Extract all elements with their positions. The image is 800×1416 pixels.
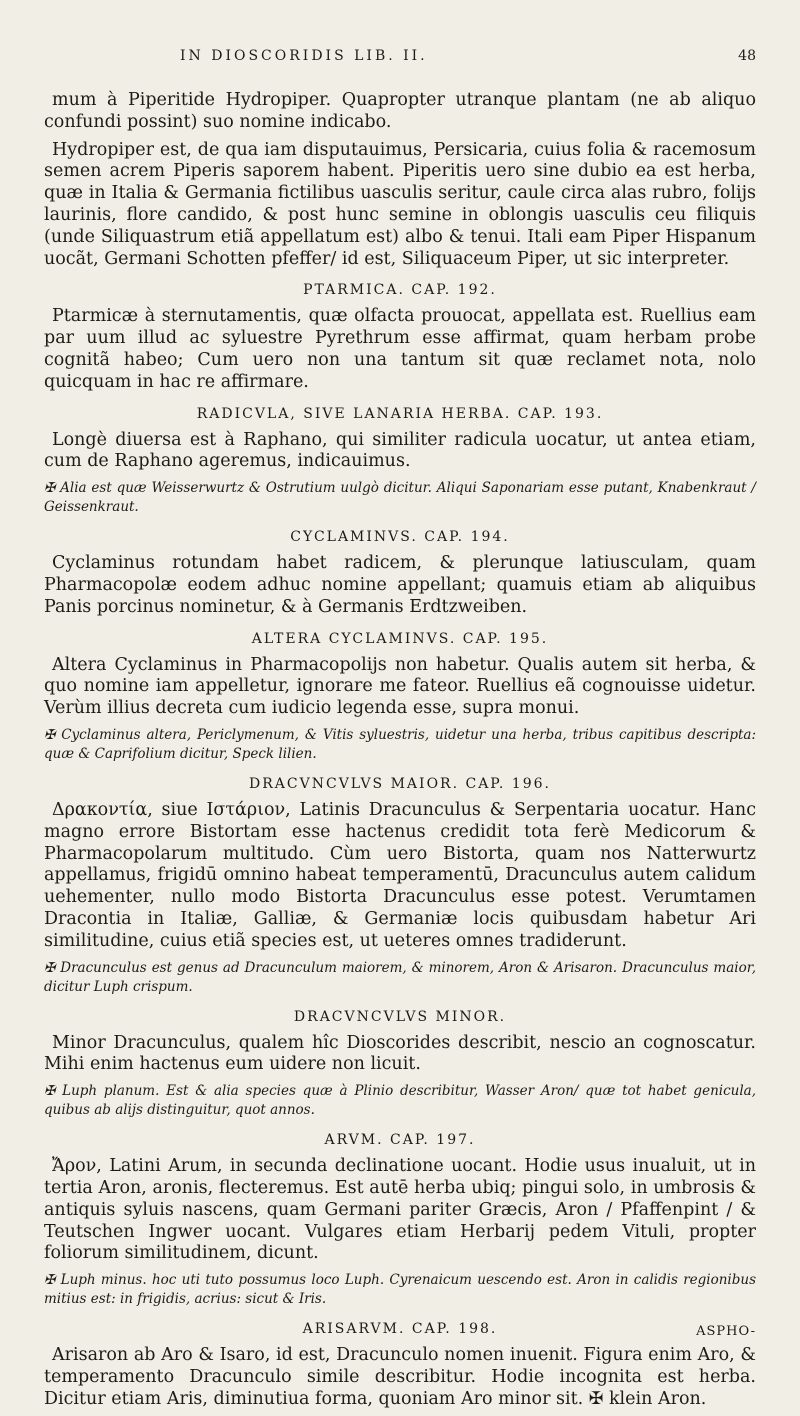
marginal-note: ✠ Dracunculus est genus ad Dracunculum maiorem, & minorem, Aron & Arisaron. Dracunculus maior, dicitur Luph crispum. <box>44 959 756 995</box>
paragraph: Ptarmicæ à sternutamentis, quæ olfacta prouocat, appellata est. Ruellius eam par uum illud ac syluestre Pyrethrum esse affirmat, quam herbam probe cognitã habeo; Cum uero non una tantum sit quæ reclamet nota, nolo quicquam in hac re affirmare. <box>44 306 756 392</box>
paragraph: Ἄρον, Latini Arum, in secunda declinatione uocant. Hodie usus inualuit, ut in tertia Aron, aronis, flecteremus. Est autē herba ubiq; pingui solo, in umbrosis & antiquis syluis nascens, quam Germani pariter Græcis, Aron / Pfaffenpint / & Teutschen Ingwer uocant. Vulgares etiam Herbarij pedem Vituli, propter foliorum similitudinem, dicunt. <box>44 1156 756 1264</box>
running-head <box>180 48 756 64</box>
paragraph: Altera Cyclaminus in Pharmacopolijs non habetur. Qualis autem sit herba, & quo nomine iam appelletur, ignorare me fateor. Ruellius eã cognouisse uidetur. Verùm illius decreta cum iudicio legenda esse, supra monui. <box>44 654 756 719</box>
chapter-heading: DRACVNCVLVS MAIOR. CAP. 196. <box>249 775 551 792</box>
marginal-note: ✠ Cyclaminus altera, Periclymenum, & Vitis syluestris, uidetur una herba, tribus capitibus descripta: quæ & Caprifolium dicitur, Speck lilien. <box>44 726 756 762</box>
chapter-heading: DRACVNCVLVS MINOR. <box>293 1008 507 1025</box>
paragraph: Minor Dracunculus, qualem hîc Dioscorides describit, nescio an cognoscatur. Mihi enim hactenus eum uidere non licuit. <box>44 1032 756 1075</box>
chapter-heading: CYCLAMINVS. CAP. 194. <box>290 529 510 546</box>
running-title: IN DIOSCORIDIS LIB. II. <box>180 48 428 64</box>
body-text <box>44 90 756 1416</box>
marginal-note: ✠ Alia est quæ Weisserwurtz & Ostrutium uulgò dicitur. Aliqui Saponariam esse putant, Knabenkraut / Geissenkraut. <box>44 480 756 516</box>
paragraph: Cyclaminus rotundam habet radicem, & plerunque latiusculam, quam Pharmacopolæ eodem adhuc nomine appellant; quamuis etiam ab aliquibus Panis porcinus nominetur, & à Germanis Erdtzweiben. <box>44 553 756 617</box>
paragraph: Hydropiper est, de qua iam disputauimus, Persicaria, cuius folia & racemosum semen acrem Piperis saporem habent. Piperitis uero sine dubio ea est herba, quæ in Italia & Germania fictilibus uasculis seritur, caule circa alas rubro, folijs laurinis, flore candido, & post hunc semine in oblongis uasculis ceu filiquis (unde Siliquastrum etiã appellatum est) albo & tenui. Itali eam Piper Hispanum uocãt, Germani Schotten pfeffer/ id est, Siliquaceum Piper, ut sic interpreter. <box>44 139 756 269</box>
paragraph: Arisaron ab Aro & Isaro, id est, Dracunculo nomen inuenit. Figura enim Aro, & temperamento Dracunculo simile describitur. Hodie incognita est herba. Dicitur etiam Aris, diminutiua forma, quoniam Aro minor sit. ✠ klein Aron. <box>44 1345 756 1409</box>
chapter-heading: ALTERA CYCLAMINVS. CAP. 195. <box>251 630 549 647</box>
paragraph: Longè diuersa est à Raphano, qui similiter radicula uocatur, ut antea etiam, cum de Raphano ageremus, indicauimus. <box>44 429 756 472</box>
chapter-heading: ARVM. CAP. 197. <box>324 1132 476 1149</box>
paragraph: Δρακοντία, siue Ιστάριον, Latinis Dracunculus & Serpentaria uocatur. Hanc magno errore Bistortam esse hactenus credidit tota ferè Medicorum & Pharmacopolarum multitudo. Cùm uero Bistorta, quam nos Natterwurtz appellamus, frigidū omnino habeat temperamentū, Dracunculus autem calidum uehementer, nullo modo Bistorta Dracunculus esse potest. Verumtamen Dracontia in Italiæ, Galliæ, & Germaniæ locis quibusdam habetur Ari similitudine, cuius etiã species est, ut ueteres omnes tradiderunt. <box>44 799 756 951</box>
marginal-note: ✠ Luph planum. Est & alia species quæ à Plinio describitur, Wasser Aron/ quæ tot habet genicula, quibus ab alijs distinguitur, quot annos. <box>44 1083 756 1119</box>
chapter-heading: PTARMICA. CAP. 192. <box>303 282 497 299</box>
catchword: ASPHO- <box>696 1324 756 1339</box>
chapter-heading: ARISARVM. CAP. 198. <box>302 1321 498 1338</box>
page-number: 48 <box>738 48 756 64</box>
marginal-note: ✠ Luph minus. hoc uti tuto possumus loco Luph. Cyrenaicum uescendo est. Aron in calidis regionibus mitius est: in frigidis, acrius: sicut & Iris. <box>44 1272 756 1308</box>
paragraph: mum à Piperitide Hydropiper. Quapropter utranque plantam (ne ab aliquo confundi possint) suo nomine indicabo. <box>44 90 756 132</box>
chapter-heading: RADICVLA, SIVE LANARIA HERBA. CAP. 193. <box>196 405 604 422</box>
